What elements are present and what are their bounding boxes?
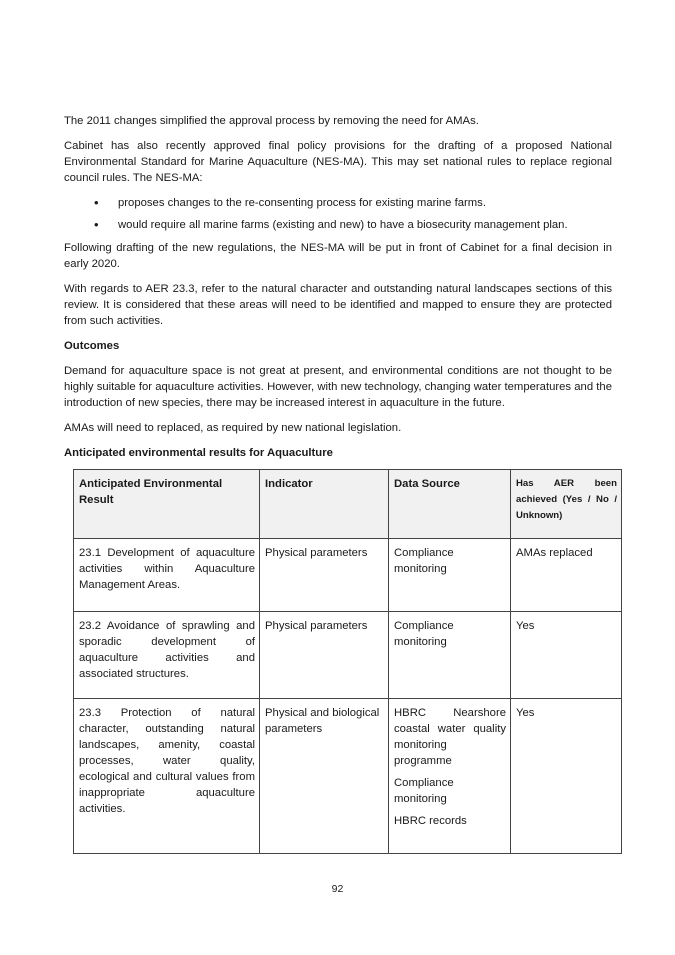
cell-achieved: Yes [511, 612, 622, 699]
table-row [74, 612, 622, 699]
header-indicator: Indicator [260, 470, 389, 539]
nes-ma-bullet-list [64, 195, 612, 233]
table-header-row [74, 470, 622, 539]
cell-data-source [389, 699, 511, 854]
cell-achieved: AMAs replaced [511, 539, 622, 612]
paragraph-approval: The 2011 changes simplified the approval process by removing the need for AMAs. [64, 115, 479, 127]
cell-indicator: Physical and biological parameters [260, 699, 389, 854]
cell-indicator: Physical parameters [260, 539, 389, 612]
paragraph-drafting: Following drafting of the new regulations, the NES-MA will be put in front of Cabinet for a final decision in early 2020. [64, 242, 612, 270]
table-row [74, 539, 622, 612]
cell-data-source [389, 539, 511, 612]
bullet-item: • proposes changes to the re-consenting process for existing marine farms. [64, 195, 612, 211]
paragraph-demand: Demand for aquaculture space is not great at present, and environmental conditions are not thought to be highly suitable for aquaculture activities. However, with new technology, changing water temperatures and the introduction of new species, there may be increased interest in aquaculture in the future. [64, 365, 612, 409]
paragraph-amas: AMAs will need to replaced, as required by new national legislation. [64, 422, 402, 434]
cell-achieved: Yes [511, 699, 622, 854]
cell-data-source [389, 612, 511, 699]
source-item: Compliance monitoring [394, 547, 454, 575]
document-body [64, 113, 617, 854]
source-item: HBRC Nearshore coastal water quality monitoring programme [394, 707, 506, 767]
header-data-source: Data Source [389, 470, 511, 539]
cell-indicator: Physical parameters [260, 612, 389, 699]
aer-table [73, 469, 622, 854]
source-item: Compliance monitoring [394, 620, 454, 648]
cell-result: 23.3 Protection of natural character, outstanding natural landscapes, amenity, coastal processes, water quality, ecological and cultural values from inappropriate aquaculture activities. [74, 699, 260, 854]
table-heading: Anticipated environmental results for Aquaculture [64, 447, 333, 459]
paragraph-aer-23-3: With regards to AER 23.3, refer to the natural character and outstanding natural landscapes sections of this review. It is considered that these areas will need to be identified and mapped to ensure they are protected from such activities. [64, 283, 612, 327]
cell-result: 23.1 Development of aquaculture activities within Aquaculture Management Areas. [74, 539, 260, 612]
outcomes-heading: Outcomes [64, 340, 120, 352]
source-item: Compliance monitoring [394, 777, 454, 805]
header-achieved: Has AER been achieved (Yes / No / Unknown) [511, 470, 622, 539]
bullet-item: • would require all marine farms (existing and new) to have a biosecurity management plan. [64, 217, 612, 233]
header-result: Anticipated Environmental Result [74, 470, 260, 539]
source-item: HBRC records [394, 815, 467, 827]
page-number: 92 [331, 883, 344, 895]
cell-result: 23.2 Avoidance of sprawling and sporadic development of aquaculture activities and associated structures. [74, 612, 260, 699]
paragraph-cabinet: Cabinet has also recently approved final policy provisions for the drafting of a proposed National Environmental Standard for Marine Aquaculture (NES-MA). This may set national rules to replace regional council rules. The NES-MA: [64, 140, 612, 184]
table-row [74, 699, 622, 854]
